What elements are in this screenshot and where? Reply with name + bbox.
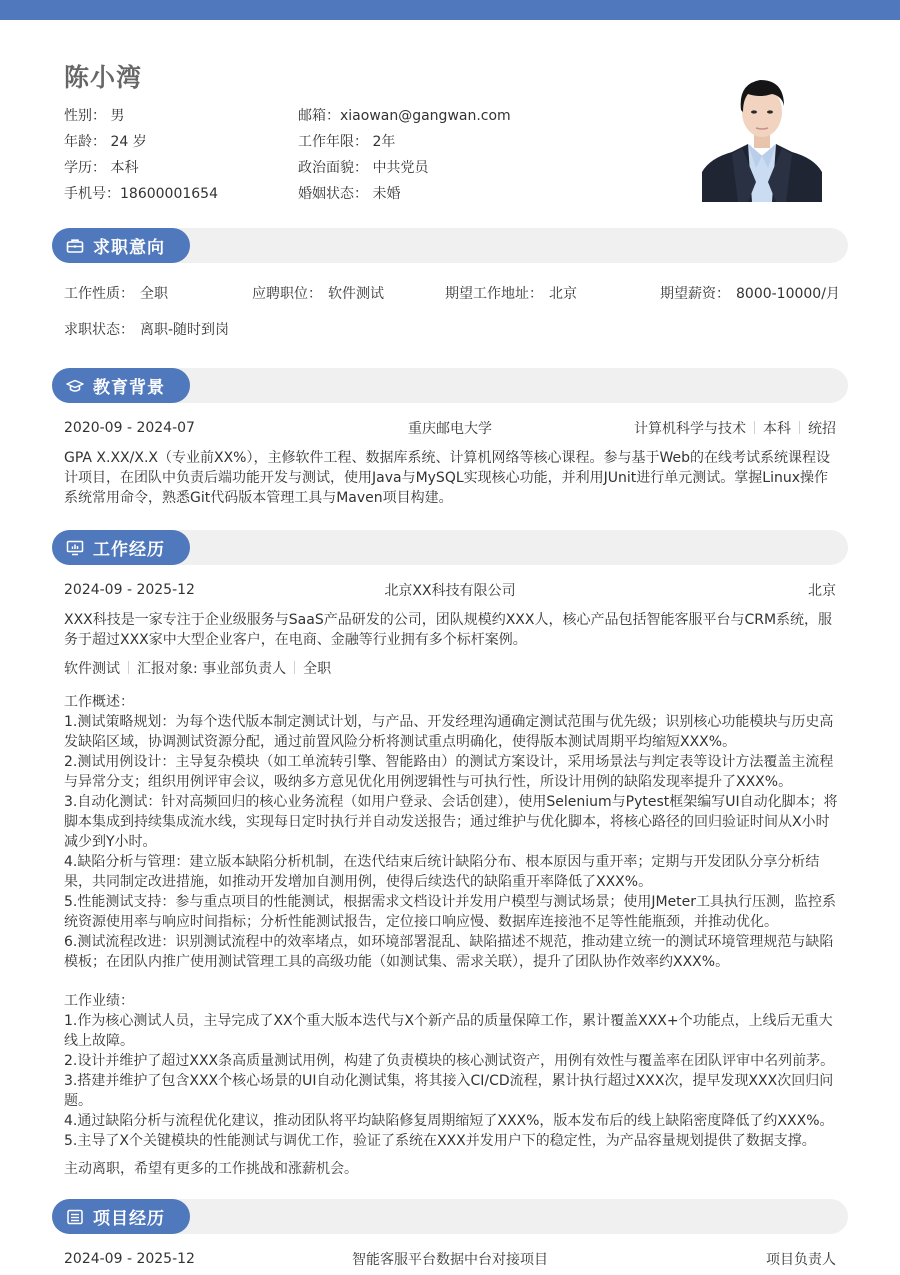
- divider: [799, 421, 800, 434]
- work-company: 北京XX科技有限公司: [384, 583, 516, 599]
- info-education: 学历： 本科: [64, 160, 139, 176]
- label: 期望工作地址：: [445, 286, 543, 302]
- section-header-intent: [52, 228, 848, 263]
- section-title: 求职意向: [93, 238, 165, 258]
- intent-location: [445, 283, 577, 303]
- label: 求职状态：: [64, 322, 134, 338]
- education-type: 统招: [808, 421, 836, 437]
- intent-status: [64, 322, 229, 338]
- education-description: GPA X.XX/X.X（专业前XX%），主修软件工程、数据库系统、计算机网络等核心课程。参与基于Web的在线考试系统课程设计项目，在团队中负责后端功能开发与测试，使用Java与MySQL实现核心功能，并利用JUnit进行单元测试。掌握Linux操作系统常用命令，熟悉Git代码版本管理工具与Maven项目构建。: [64, 450, 830, 506]
- overview-item: 3.自动化测试：针对高频回归的核心业务流程（如用户登录、会话创建），使用Selenium与Pytest框架编写UI自动化脚本；将脚本集成到持续集成流水线，实现每日定时执行并自动发送报告；通过维护与优化脚本，将核心路径的回归验证时间从X小时减少到Y小时。: [64, 794, 838, 850]
- section-pill: [52, 368, 190, 403]
- person-portrait-icon: [702, 72, 822, 202]
- label: 应聘职位：: [252, 286, 322, 302]
- intent-position: [252, 283, 384, 303]
- work-tag: 汇报对象: 事业部负责人: [137, 661, 287, 677]
- value: 8000-10000/月: [736, 286, 840, 302]
- overview-title: 工作概述：: [64, 694, 134, 710]
- achievement-item: 1.作为核心测试人员，主导完成了XX个重大版本迭代与X个新产品的质量保障工作，累计覆盖XXX+个功能点，上线后无重大线上故障。: [64, 1013, 833, 1049]
- overview-item: 6.测试流程改进：识别测试流程中的效率堵点，如环境部署混乱、缺陷描述不规范，推动建立统一的测试环境管理规范与缺陷模板；在团队内推广使用测试管理工具的高级功能（如测试集、需求关联），提升了团队协作效率约XXX%。: [64, 934, 834, 970]
- intent-row-2: [64, 319, 836, 339]
- leave-reason: 主动离职，希望有更多的工作挑战和涨薪机会。: [64, 1161, 358, 1177]
- top-accent-bar: [0, 0, 900, 20]
- section-title: 工作经历: [93, 540, 165, 560]
- project-name: 智能客服平台数据中台对接项目: [352, 1252, 548, 1268]
- achievement-item: 5.主导了X个关键模块的性能测试与调优工作，验证了系统在XXX并发用户下的稳定性，为产品容量规划提供了数据支撑。: [64, 1133, 816, 1149]
- value: 北京: [549, 286, 577, 302]
- info-age: 年龄： 24 岁: [64, 134, 147, 150]
- achievements-title: 工作业绩：: [64, 993, 134, 1009]
- work-header-row: [64, 580, 836, 600]
- info-row: [64, 128, 684, 154]
- work-tag: 软件测试: [64, 661, 120, 677]
- info-row: [64, 154, 684, 180]
- work-period: 2024-09 - 2025-12: [64, 582, 195, 598]
- value: 软件测试: [328, 286, 384, 302]
- section-header-education: [52, 368, 848, 403]
- divider: [294, 661, 295, 674]
- graduation-cap-icon: [66, 377, 84, 395]
- education-school: 重庆邮电大学: [408, 421, 492, 437]
- overview-item: 4.缺陷分析与管理：建立版本缺陷分析机制，在迭代结束后统计缺陷分布、根本原因与重开率；定期与开发团队分享分析结果，共同制定改进措施，如推动开发增加自测用例，使得后续迭代的缺陷重开率降低了XXX%。: [64, 854, 820, 890]
- overview-item: 1.测试策略规划：为每个迭代版本制定测试计划，与产品、开发经理沟通确定测试范围与优先级；识别核心功能模块与历史高发缺陷区域，协调测试资源分配，通过前置风险分析将测试重点明确化，使得版本测试周期平均缩短XXX%。: [64, 714, 834, 750]
- section-title: 教育背景: [93, 378, 165, 398]
- info-marital-status: 婚姻状态： 未婚: [298, 186, 401, 202]
- presentation-chart-icon: [66, 539, 84, 557]
- work-overview: [64, 692, 838, 972]
- info-gender: 性别： 男: [64, 108, 125, 124]
- profile-photo: [702, 72, 822, 202]
- achievement-item: 4.通过缺陷分析与流程优化建议，推动团队将平均缺陷修复周期缩短了XXX%，版本发布后的线上缺陷密度降低了约XXX%。: [64, 1113, 834, 1129]
- value: 离职-随时到岗: [140, 322, 230, 338]
- section-pill: [52, 228, 190, 263]
- label: 工作性质：: [64, 286, 134, 302]
- section-header-project: [52, 1199, 848, 1234]
- label: 期望薪资：: [660, 286, 730, 302]
- company-description: XXX科技是一家专注于企业级服务与SaaS产品研发的公司，团队规模约XXX人，核心产品包括智能客服平台与CRM系统，服务于超过XXX家中大型企业客户，在电商、金融等行业拥有多个标杆案例。: [64, 612, 833, 648]
- info-political-status: 政治面貌： 中共党员: [298, 160, 429, 176]
- section-title: 项目经历: [93, 1209, 165, 1229]
- list-document-icon: [66, 1208, 84, 1226]
- intent-salary: [660, 283, 840, 303]
- divider: [754, 421, 755, 434]
- work-achievements: [64, 991, 838, 1151]
- education-header-row: [64, 418, 836, 438]
- education-major: 计算机科学与技术: [634, 421, 746, 437]
- work-city: 北京: [808, 583, 836, 599]
- project-role: 项目负责人: [766, 1252, 836, 1268]
- info-email: 邮箱：xiaowan@gangwan.com: [298, 108, 511, 124]
- section-pill: [52, 530, 190, 565]
- basic-info: [64, 102, 684, 206]
- value: 全职: [140, 286, 168, 302]
- achievement-item: 2.设计并维护了超过XXX条高质量测试用例，构建了负责模块的核心测试资产，用例有效性与覆盖率在团队评审中名列前茅。: [64, 1053, 835, 1069]
- info-phone: 手机号：18600001654: [64, 186, 218, 202]
- info-row: [64, 180, 684, 206]
- divider: [128, 661, 129, 674]
- education-degree: 本科: [763, 421, 791, 437]
- briefcase-icon: [66, 237, 84, 255]
- candidate-name: 陈小湾: [64, 63, 143, 92]
- education-period: 2020-09 - 2024-07: [64, 420, 195, 436]
- education-meta: [634, 418, 836, 438]
- achievement-item: 3.搭建并维护了包含XXX个核心场景的UI自动化测试集，将其接入CI/CD流程，累计执行超过XXX次，提早发现XXX次回归问题。: [64, 1073, 834, 1109]
- intent-job-type: [64, 283, 168, 303]
- work-tags: [64, 658, 836, 678]
- overview-item: 2.测试用例设计：主导复杂模块（如工单流转引擎、智能路由）的测试方案设计，采用场景法与判定表等设计方法覆盖主流程与异常分支；组织用例评审会议，吸纳多方意见优化用例逻辑性与可执行性，所设计用例的缺陷发现率提升了XXX%。: [64, 754, 834, 790]
- project-period: 2024-09 - 2025-12: [64, 1251, 195, 1267]
- info-work-years: 工作年限： 2年: [298, 134, 396, 150]
- work-tag: 全职: [303, 661, 332, 677]
- project-header-row: [64, 1249, 836, 1269]
- info-row: [64, 102, 684, 128]
- section-header-work: [52, 530, 848, 565]
- section-pill: [52, 1199, 190, 1234]
- overview-item: 5.性能测试支持：参与重点项目的性能测试，根据需求文档设计并发用户模型与测试场景；使用JMeter工具执行压测，监控系统资源使用率与响应时间指标；分析性能测试报告，定位接口响应慢、数据库连接池不足等性能瓶颈，并推动优化。: [64, 894, 837, 930]
